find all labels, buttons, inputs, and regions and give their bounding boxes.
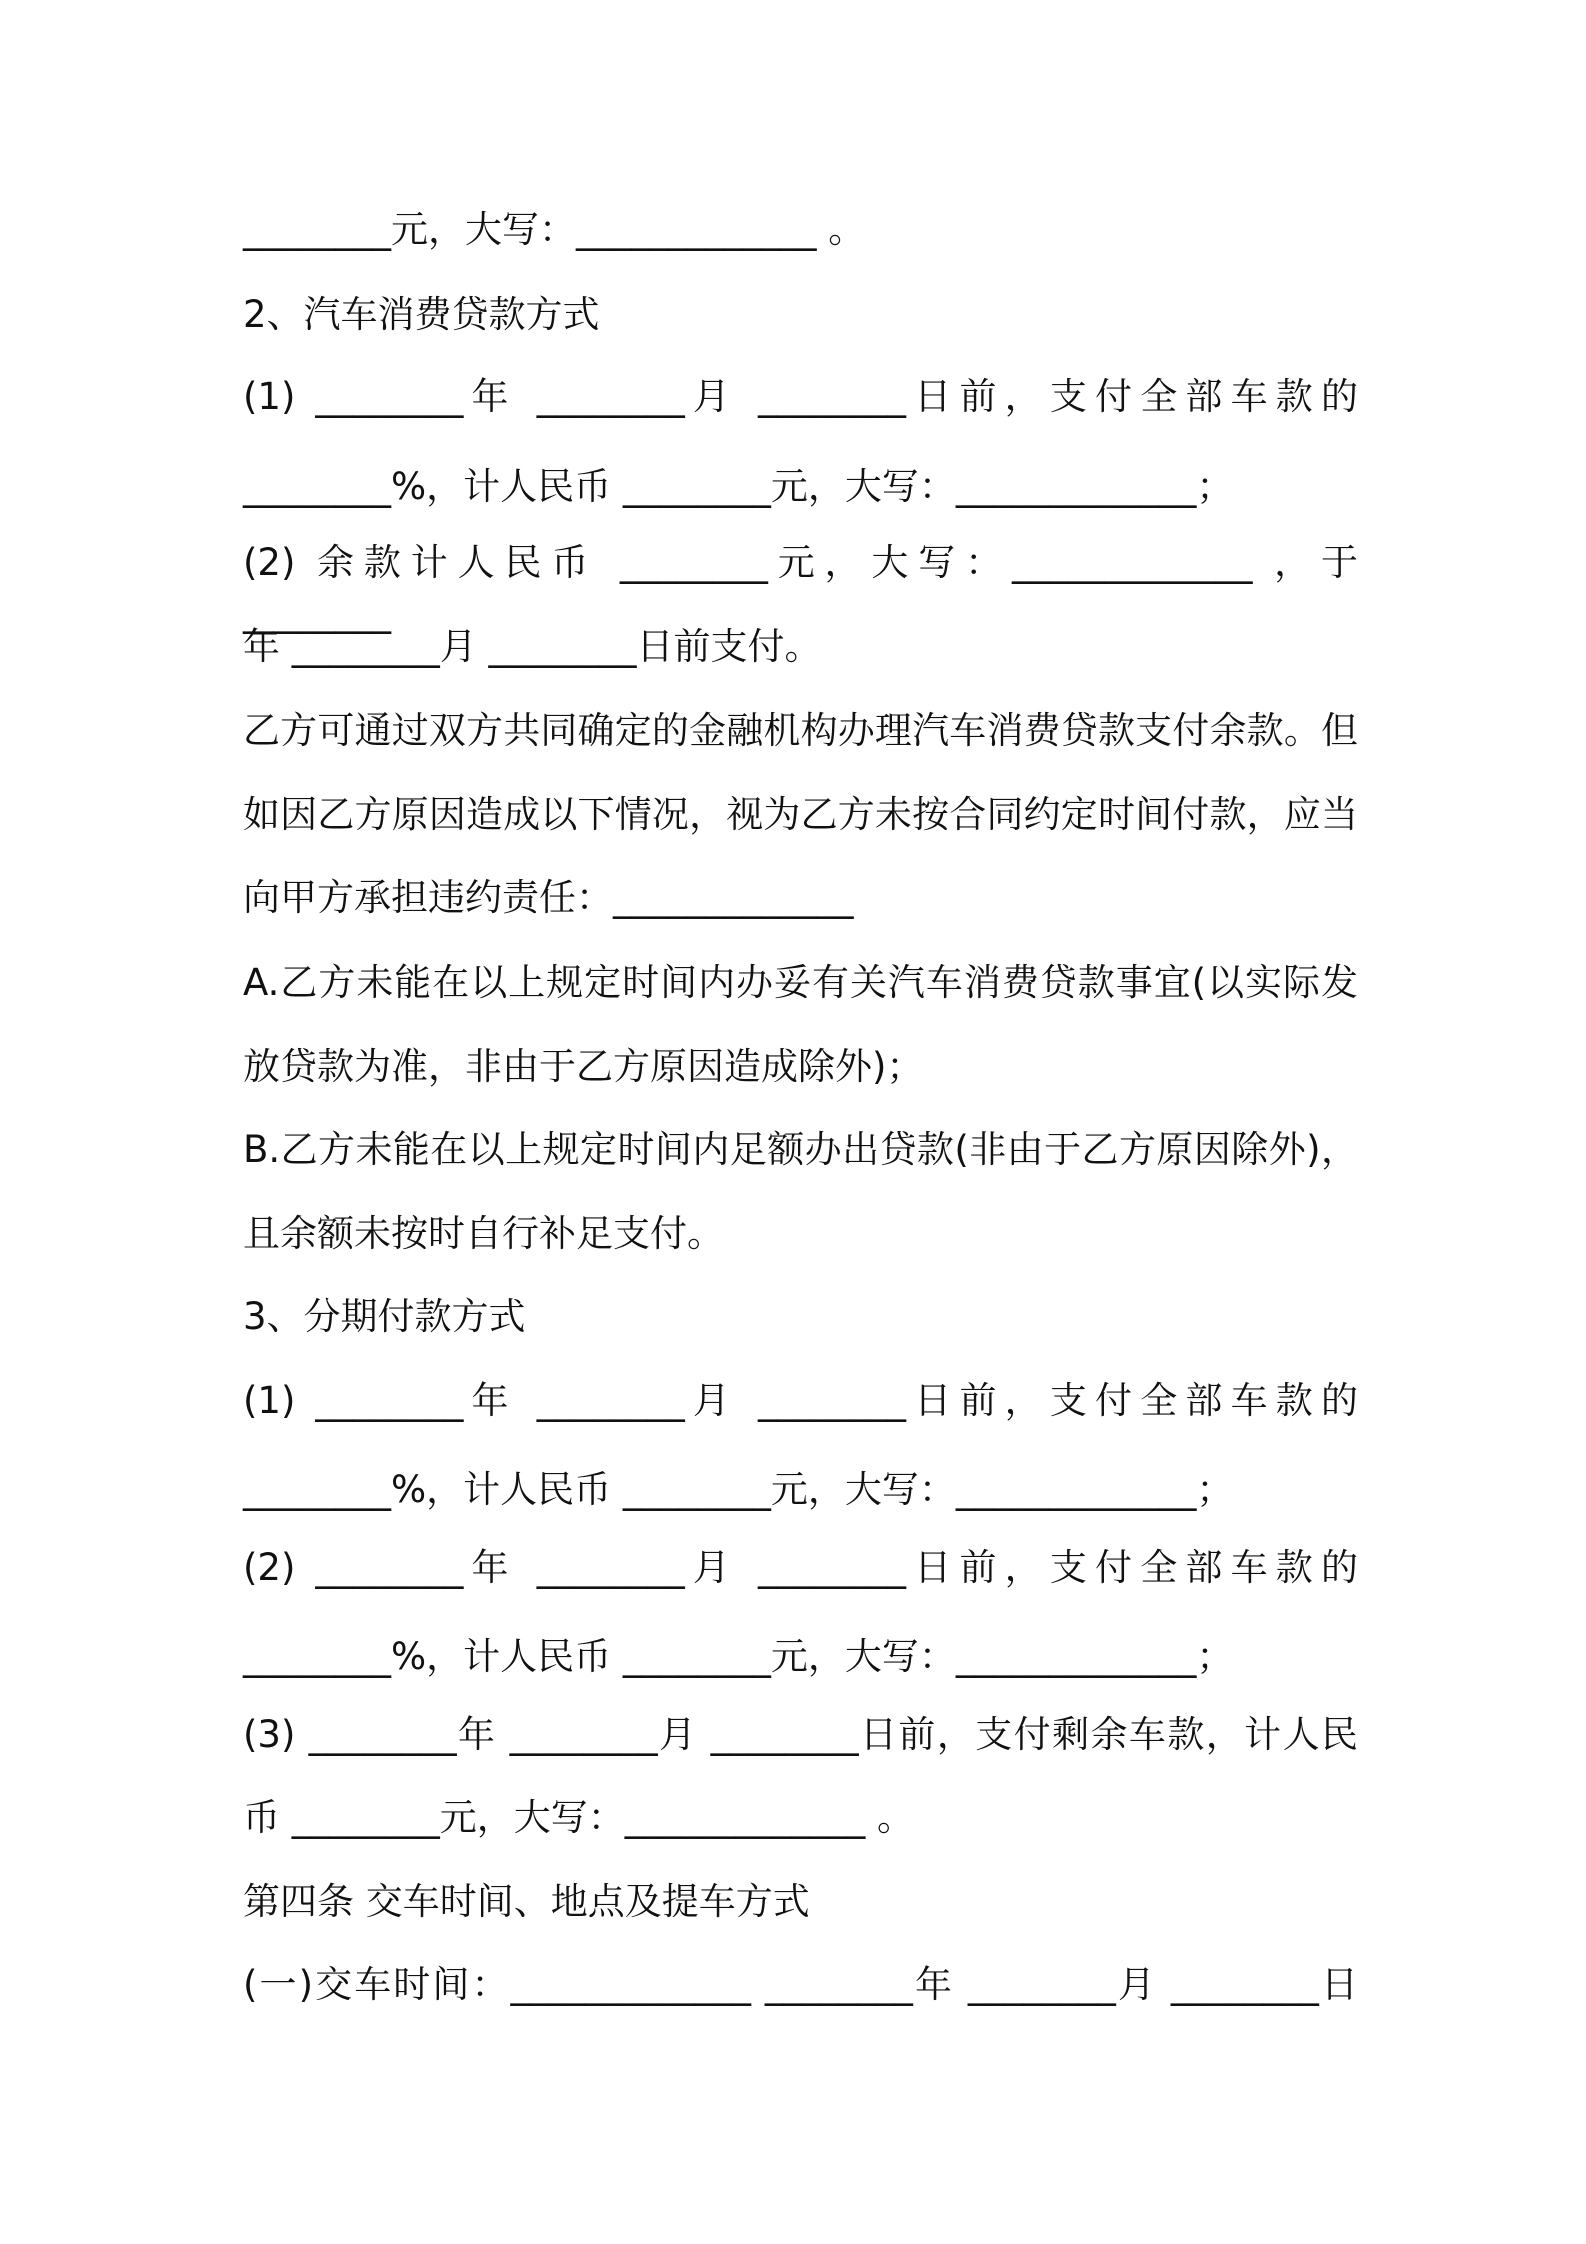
text-line: 且余额未按时自行补足支付。 (243, 1212, 724, 1255)
text-line: (3) ________年 ________月 ________日前，支付剩余车款，计人民 (243, 1713, 1358, 1756)
text-line: 币 ________元，大写：_____________ 。 (243, 1796, 915, 1839)
text-line: 放贷款为准，非由于乙方原因造成除外)； (243, 1045, 924, 1088)
text-line: (1) ________年 ________月 ________日前，支付全部车款的 (243, 375, 1358, 418)
section-heading: 2、汽车消费贷款方式 (243, 293, 600, 336)
text-line: 乙方可通过双方共同确定的金融机构办理汽车消费贷款支付余款。但 (243, 709, 1358, 752)
article-heading: 第四条 交车时间、地点及提车方式 (243, 1880, 810, 1923)
text-line: (一)交车时间：_____________ ________年 ________月 ________日 (243, 1963, 1358, 2006)
text-line: B.乙方未能在以上规定时间内足额办出贷款(非由于乙方原因除外)， (243, 1128, 1358, 1171)
text-line: ________%，计人民币 ________元，大写：_____________； (243, 1468, 1234, 1511)
section-heading: 3、分期付款方式 (243, 1295, 526, 1338)
text-line: ________元，大写：_____________ 。 (243, 208, 866, 251)
text-line: 如因乙方原因造成以下情况，视为乙方未按合同约定时间付款，应当 (243, 793, 1358, 836)
text-line: A.乙方未能在以上规定时间内办妥有关汽车消费贷款事宜(以实际发 (243, 961, 1358, 1004)
text-line: (2) ________年 ________月 ________日前，支付全部车款的 (243, 1546, 1358, 1589)
text-line: ________%，计人民币 ________元，大写：_____________； (243, 1635, 1234, 1678)
text-line: 向甲方承担违约责任：_____________ (243, 876, 854, 919)
text-line: (2) 余款计人民币 ________元，大写：_____________ ，于 ________ (243, 541, 1358, 634)
text-line: 年 ________月 ________日前支付。 (243, 625, 822, 668)
text-line: ________%，计人民币 ________元，大写：_____________； (243, 465, 1234, 508)
text-line: (1) ________年 ________月 ________日前，支付全部车款的 (243, 1379, 1358, 1422)
